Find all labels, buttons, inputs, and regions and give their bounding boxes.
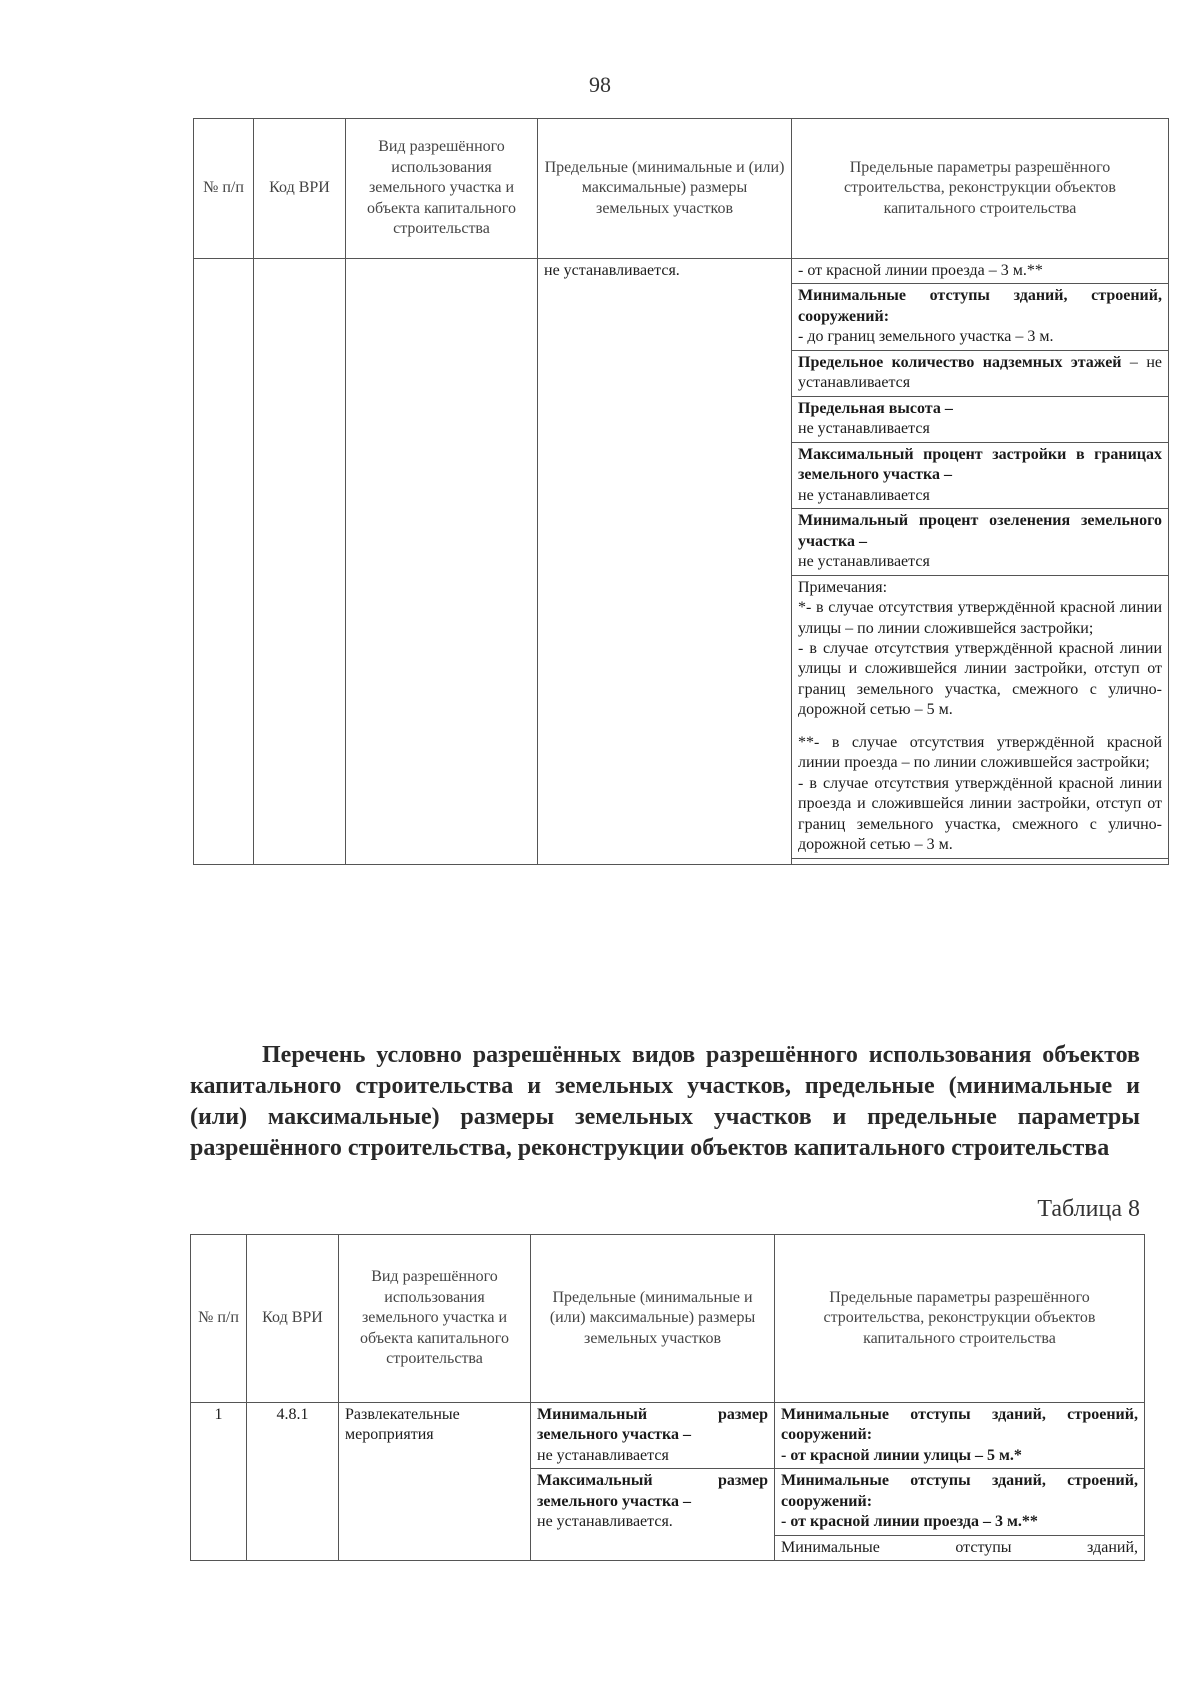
param-body: не устанавливается bbox=[798, 486, 930, 504]
header-params: Предельные параметры разрешённого строительства, реконструкции объектов капитального строительства bbox=[792, 119, 1169, 259]
max-size-body: не устанавливается. bbox=[537, 1513, 673, 1531]
min-size-body: не устанавливается bbox=[537, 1446, 669, 1464]
section-heading-text: Перечень условно разрешённых видов разрешённого использования объектов капитального строительства и земельных участков, предельные (минимальные и (или) максимальные) размеры земельных участков и предельные параметры разрешённого строительства, реконструкции объектов капитального строительства bbox=[190, 1042, 1140, 1161]
header-code: Код ВРИ bbox=[247, 1235, 339, 1403]
header-num: № п/п bbox=[194, 119, 254, 259]
param-cell bbox=[792, 259, 1169, 284]
note-paragraph: *- в случае отсутствия утверждённой красной линии улицы – по линии сложившейся застройки; bbox=[798, 599, 1162, 637]
param-cell bbox=[792, 509, 1169, 575]
header-plot-sizes: Предельные (минимальные и (или) максимальные) размеры земельных участков bbox=[531, 1235, 775, 1403]
table-row bbox=[194, 259, 1169, 284]
param-title: Минимальные отступы зданий, строений, сооружений: bbox=[781, 1472, 1138, 1510]
header-num: № п/п bbox=[191, 1235, 247, 1403]
cell-code: 4.8.1 bbox=[247, 1403, 339, 1561]
cell-num bbox=[194, 259, 254, 865]
table-8 bbox=[190, 1234, 1145, 1561]
max-size-cell bbox=[531, 1469, 775, 1561]
param-body: - до границ земельного участка – 3 м. bbox=[798, 328, 1054, 346]
notes-title: Примечания: bbox=[798, 578, 888, 596]
header-use-type: Вид разрешённого использования земельного участка и объекта капитального строительства bbox=[346, 119, 538, 259]
section-heading bbox=[190, 1040, 1140, 1164]
table-header-row bbox=[194, 119, 1169, 259]
notes-cell bbox=[792, 575, 1169, 858]
param-body: не устанавливается bbox=[798, 553, 930, 571]
param-cell bbox=[792, 396, 1169, 442]
param-cell bbox=[792, 442, 1169, 508]
cell-num: 1 bbox=[191, 1403, 247, 1561]
header-params: Предельные параметры разрешённого строительства, реконструкции объектов капитального строительства bbox=[775, 1235, 1145, 1403]
param-cell bbox=[792, 284, 1169, 350]
note-spacer bbox=[798, 721, 1162, 733]
param-title: Минимальные отступы зданий, строений, сооружений: bbox=[798, 287, 1162, 325]
cell-code bbox=[254, 259, 346, 865]
cell-use-type bbox=[346, 259, 538, 865]
param-cell-empty bbox=[792, 858, 1169, 864]
param-cell bbox=[775, 1469, 1145, 1535]
param-body: не устанавливается bbox=[798, 420, 930, 438]
param-body: - от красной линии проезда – 3 м.** bbox=[781, 1513, 1038, 1531]
param-body: - от красной линии улицы – 5 м.* bbox=[781, 1446, 1022, 1464]
param-title: Предельное количество надземных этажей bbox=[798, 353, 1122, 371]
param-title: Предельная высота – bbox=[798, 399, 953, 417]
note-paragraph: **- в случае отсутствия утверждённой красной линии проезда – по линии сложившейся застройки; bbox=[798, 733, 1162, 772]
header-use-type: Вид разрешённого использования земельного участка и объекта капитального строительства bbox=[339, 1235, 531, 1403]
param-title: Максимальный процент застройки в границах земельного участка – bbox=[798, 445, 1162, 484]
param-title: Минимальные отступы зданий, bbox=[781, 1538, 1138, 1556]
cell-use-type: Развлекательные мероприятия bbox=[339, 1403, 531, 1561]
min-size-cell bbox=[531, 1403, 775, 1469]
header-code: Код ВРИ bbox=[254, 119, 346, 259]
table-caption: Таблица 8 bbox=[1037, 1196, 1140, 1222]
param-cell bbox=[775, 1535, 1145, 1560]
note-paragraph: - в случае отсутствия утверждённой красной линии улицы и сложившейся линии застройки, отступ от границ земельного участка, смежного с улично-дорожной сетью – 5 м. bbox=[798, 639, 1162, 719]
plot-size-text: не устанавливается. bbox=[544, 262, 680, 279]
param-cell bbox=[792, 350, 1169, 396]
min-size-title: Минимальный размер земельного участка – bbox=[537, 1406, 768, 1444]
table-row bbox=[191, 1403, 1145, 1469]
note-paragraph: - в случае отсутствия утверждённой красной линии проезда и сложившейся линии застройки, отступ от границ земельного участка, смежного с улично-дорожной сетью – 3 м. bbox=[798, 774, 1162, 854]
page-number: 98 bbox=[589, 72, 611, 97]
header-plot-sizes: Предельные (минимальные и (или) максимальные) размеры земельных участков bbox=[538, 119, 792, 259]
param-cell bbox=[775, 1403, 1145, 1469]
table-header-row bbox=[191, 1235, 1145, 1403]
param-title: Минимальные отступы зданий, строений, сооружений: bbox=[781, 1406, 1138, 1444]
param-title: Минимальный процент озеленения земельного участка – bbox=[798, 512, 1162, 550]
continuation-table bbox=[193, 118, 1169, 865]
param-body: - от красной линии проезда – 3 м.** bbox=[798, 262, 1043, 279]
param-body: – не устанавливается bbox=[798, 353, 1162, 392]
cell-plot-size bbox=[538, 259, 792, 865]
max-size-title: Максимальный размер земельного участка – bbox=[537, 1472, 768, 1510]
